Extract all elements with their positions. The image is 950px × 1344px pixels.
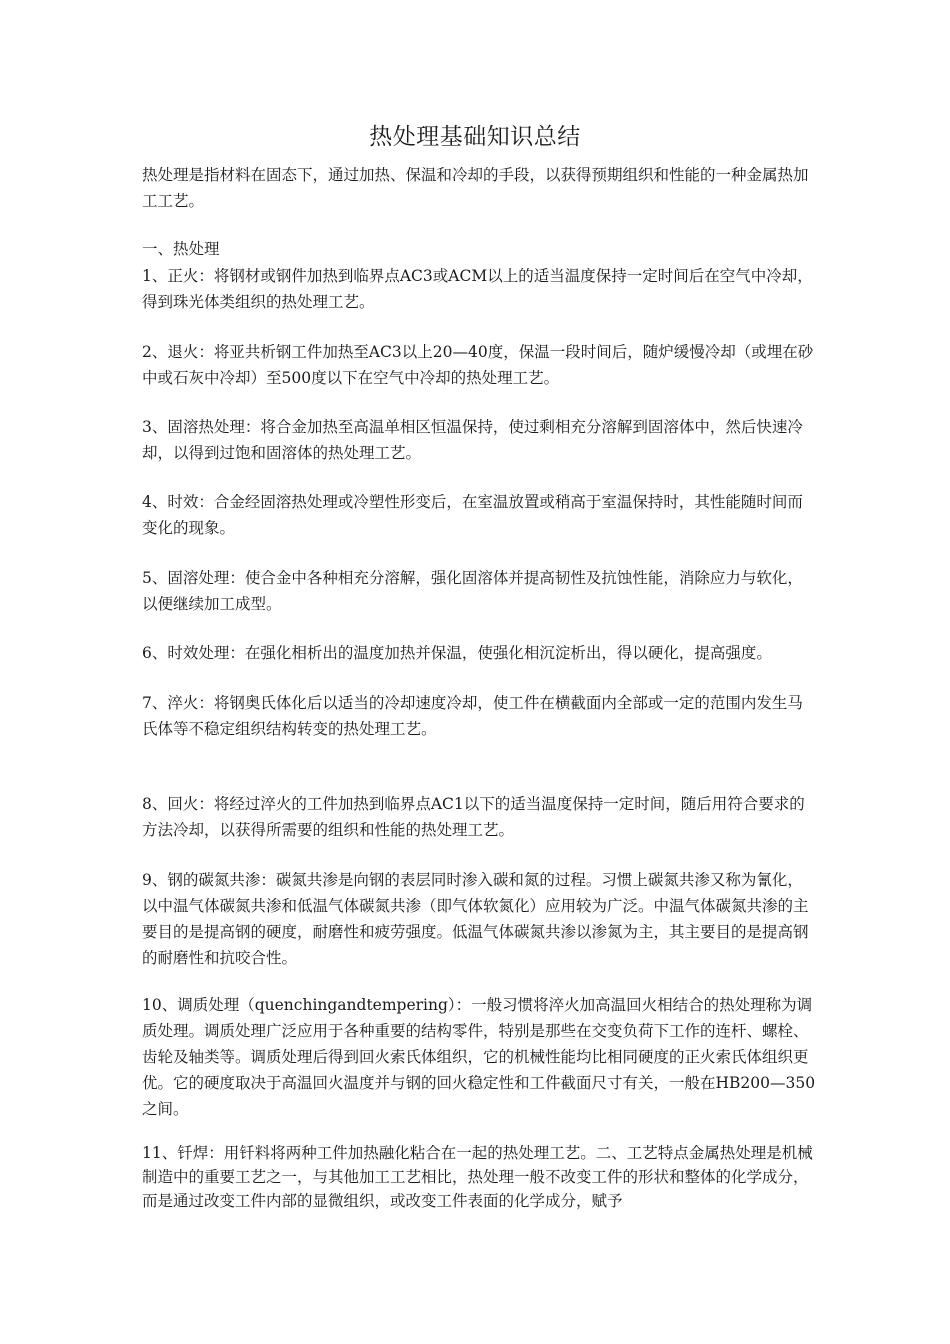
item-brazing: 11、钎焊：用钎料将两种工件加热融化粘合在一起的热处理工艺。二、工艺特点金属热处理是机械制造中的重要工艺之一，与其他加工工艺相比，热处理一般不改变工件的形状和整体的化学成分，而是通过改变工件内部的显微组织，或改变工件表面的化学成分，赋予 <box>142 1144 813 1210</box>
item-annealing: 2、退火：将亚共析钢工件加热至AC3以上20—40度，保温一段时间后，随炉缓慢冷却（或埋在砂中或石灰中冷却）至500度以下在空气中冷却的热处理工艺。 <box>142 343 814 387</box>
item-aging: 4、时效：合金经固溶热处理或冷塑性形变后，在室温放置或稍高于室温保持时，其性能随时间而变化的现象。 <box>142 493 803 537</box>
item-tempering: 8、回火：将经过淬火的工件加热到临界点AC1以下的适当温度保持一定时间，随后用符合要求的方法冷却，以获得所需要的组织和性能的热处理工艺。 <box>142 795 805 839</box>
item-aging-treatment: 6、时效处理：在强化相析出的温度加热并保温，使强化相沉淀析出，得以硬化，提高强度。 <box>142 644 772 662</box>
intro-paragraph: 热处理是指材料在固态下，通过加热、保温和冷却的手段，以获得预期组织和性能的一种金属热加工工艺。 <box>142 166 809 210</box>
item-solution-heat-treatment: 3、固溶热处理：将合金加热至高温单相区恒温保持，使过剩相充分溶解到固溶体中，然后快速冷却，以得到过饱和固溶体的热处理工艺。 <box>142 418 803 462</box>
item-quenching: 7、淬火：将钢奥氏体化后以适当的冷却速度冷却，使工件在横截面内全部或一定的范围内发生马氏体等不稳定组织结构转变的热处理工艺。 <box>142 694 803 738</box>
item-normalizing: 1、正火：将钢材或钢件加热到临界点AC3或ACM以上的适当温度保持一定时间后在空气中冷却，得到珠光体类组织的热处理工艺。 <box>142 267 813 311</box>
document-title: 热处理基础知识总结 <box>369 124 581 150</box>
item-solution-treatment: 5、固溶处理：使合金中各种相充分溶解，强化固溶体并提高韧性及抗蚀性能，消除应力与软化，以便继续加工成型。 <box>142 569 803 613</box>
section-heading: 一、热处理 <box>142 240 220 258</box>
item-quenching-and-tempering: 10、调质处理（quenchingandtempering）：一般习惯将淬火加高温回火相结合的热处理称为调质处理。调质处理广泛应用于各种重要的结构零件，特别是那些在交变负荷下工作的连杆、螺栓、齿轮及轴类等。调质处理后得到回火索氏体组织，它的机械性能均比相同硬度的正火索氏体组织更优。它的硬度取决于高温回火温度并与钢的回火稳定性和工件截面尺寸有关，一般在HB200—350之间。 <box>142 996 816 1118</box>
item-carbonitriding: 9、钢的碳氮共渗：碳氮共渗是向钢的表层同时渗入碳和氮的过程。习惯上碳氮共渗又称为氰化，以中温气体碳氮共渗和低温气体碳氮共渗（即气体软氮化）应用较为广泛。中温气体碳氮共渗的主要目的是提高钢的硬度，耐磨性和疲劳强度。低温气体碳氮共渗以渗氮为主，其主要目的是提高钢的耐磨性和抗咬合性。 <box>142 871 809 967</box>
